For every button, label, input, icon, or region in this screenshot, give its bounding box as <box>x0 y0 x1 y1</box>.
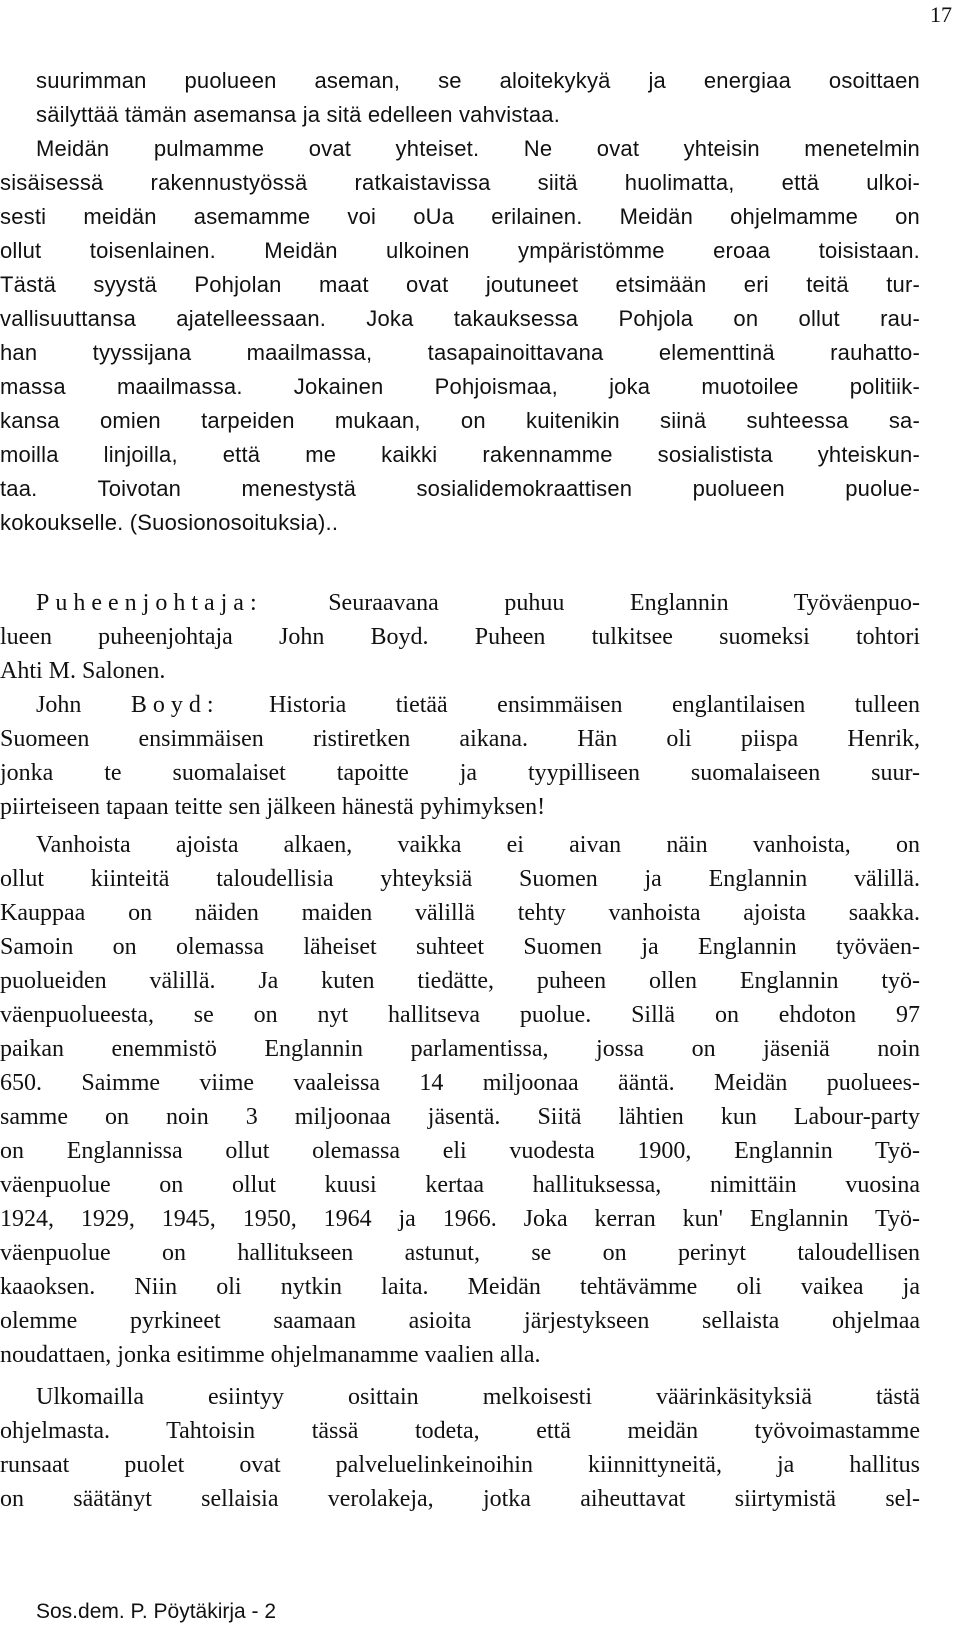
text-line: Samoin on olemassa läheiset suhteet Suomen ja Englannin työväen- <box>0 934 920 960</box>
text-line: Kauppaa on näiden maiden välillä tehty vanhoista ajoista saakka. <box>0 900 920 926</box>
text-line: Tästä syystä Pohjolan maat ovat joutuneet etsimään eri teitä tur- <box>0 272 920 297</box>
text-line: sesti meidän asemamme voi oUa erilainen. Meidän ohjelmamme on <box>0 204 920 229</box>
speaker-line <box>36 586 920 620</box>
text-line: väenpuolue on hallitukseen astunut, se on perinyt taloudellisen <box>0 1240 920 1266</box>
speaker-name: Puheenjohtaja: <box>36 590 263 616</box>
text-line: samme on noin 3 miljoonaa jäsentä. Siitä lähtien kun Labour-party <box>0 1104 920 1130</box>
text-line: massa maailmassa. Jokainen Pohjoismaa, joka muotoilee politiik- <box>0 374 920 399</box>
text-line: noudattaen, jonka esitimme ohjelmanamme vaalien alla. <box>0 1342 541 1368</box>
speaker-first-name: John <box>36 692 82 718</box>
text-line: paikan enemmistö Englannin parlamentissa, jossa on jäseniä noin <box>0 1036 920 1062</box>
text-line: runsaat puolet ovat palveluelinkeinoihin kiinnittyneitä, ja hallitus <box>0 1452 920 1478</box>
text-line: puolueiden välillä. Ja kuten tiedätte, puheen ollen Englannin työ- <box>0 968 920 994</box>
speaker-line <box>36 688 920 722</box>
text-line: Meidän pulmamme ovat yhteiset. Ne ovat yhteisin menetelmin <box>36 136 920 161</box>
text-line: on Englannissa ollut olemassa eli vuodesta 1900, Englannin Työ- <box>0 1138 920 1164</box>
page-footer: Sos.dem. P. Pöytäkirja - 2 <box>36 1600 277 1623</box>
text-line: moilla linjoilla, että me kaikki rakennamme sosialistista yhteiskun- <box>0 442 920 467</box>
text-line: väenpuolue on ollut kuusi kertaa hallituksessa, nimittäin vuosina <box>0 1172 920 1198</box>
text-line: Suomeen ensimmäisen ristiretken aikana. Hän oli piispa Henrik, <box>0 726 920 752</box>
text-line: 1924, 1929, 1945, 1950, 1964 ja 1966. Joka kerran kun' Englannin Työ- <box>0 1206 920 1232</box>
text-line: taa. Toivotan menestystä sosialidemokraattisen puolueen puolue- <box>0 476 920 501</box>
text-line: Vanhoista ajoista alkaen, vaikka ei aivan näin vanhoista, on <box>36 832 920 858</box>
speaker-last-name: Boyd: <box>130 692 220 718</box>
text-line: suurimman puolueen aseman, se aloitekykyä ja energiaa osoittaen <box>36 68 920 93</box>
text-line: sisäisessä rakennustyössä ratkaistavissa siitä huolimatta, että ulkoi- <box>0 170 920 195</box>
text-line: kokoukselle. (Suosionosoituksia).. <box>0 510 339 535</box>
text-line: Historia tietää ensimmäisen englantilaisen tulleen <box>219 692 921 718</box>
text-line: on säätänyt sellaisia verolakeja, jotka aiheuttavat siirtymistä sel- <box>0 1486 920 1512</box>
text-line: vallisuuttansa ajatelleessaan. Joka takauksessa Pohjola on ollut rau- <box>0 306 920 331</box>
text-line: lueen puheenjohtaja John Boyd. Puheen tulkitsee suomeksi tohtori <box>0 624 920 650</box>
text-line: jonka te suomalaiset tapoitte ja tyypilliseen suomalaiseen suur- <box>0 760 920 786</box>
text-line: kansa omien tarpeiden mukaan, on kuitenikin siinä suhteessa sa- <box>0 408 920 433</box>
text-line: ollut kiinteitä taloudellisia yhteyksiä Suomen ja Englannin välillä. <box>0 866 920 892</box>
page-number: 17 <box>930 2 952 27</box>
text-line: piirteiseen tapaan teitte sen jälkeen hänestä pyhimyksen! <box>0 794 546 820</box>
text-line: väenpuolueesta, se on nyt hallitseva puolue. Sillä on ehdoton 97 <box>0 1002 920 1028</box>
text-line: ollut toisenlainen. Meidän ulkoinen ympäristömme eroaa toisistaan. <box>0 238 920 263</box>
text-line: olemme pyrkineet saamaan asioita järjestykseen sellaista ohjelmaa <box>0 1308 920 1334</box>
text-line: Ulkomailla esiintyy osittain melkoisesti väärinkäsityksiä tästä <box>36 1384 920 1410</box>
text-line: ohjelmasta. Tahtoisin tässä todeta, että meidän työvoimastamme <box>0 1418 920 1444</box>
text-line: kaaoksen. Niin oli nytkin laita. Meidän tehtävämme oli vaikea ja <box>0 1274 920 1300</box>
text-line: han tyyssijana maailmassa, tasapainoittavana elementtinä rauhatto- <box>0 340 920 365</box>
text-line: 650. Saimme viime vaaleissa 14 miljoonaa ääntä. Meidän puoluees- <box>0 1070 920 1096</box>
text-line: säilyttää tämän asemansa ja sitä edelleen vahvistaa. <box>36 102 561 127</box>
text-line: Ahti M. Salonen. <box>0 658 166 684</box>
text-line: Seuraavana puhuu Englannin Työväenpuo- <box>262 590 920 616</box>
